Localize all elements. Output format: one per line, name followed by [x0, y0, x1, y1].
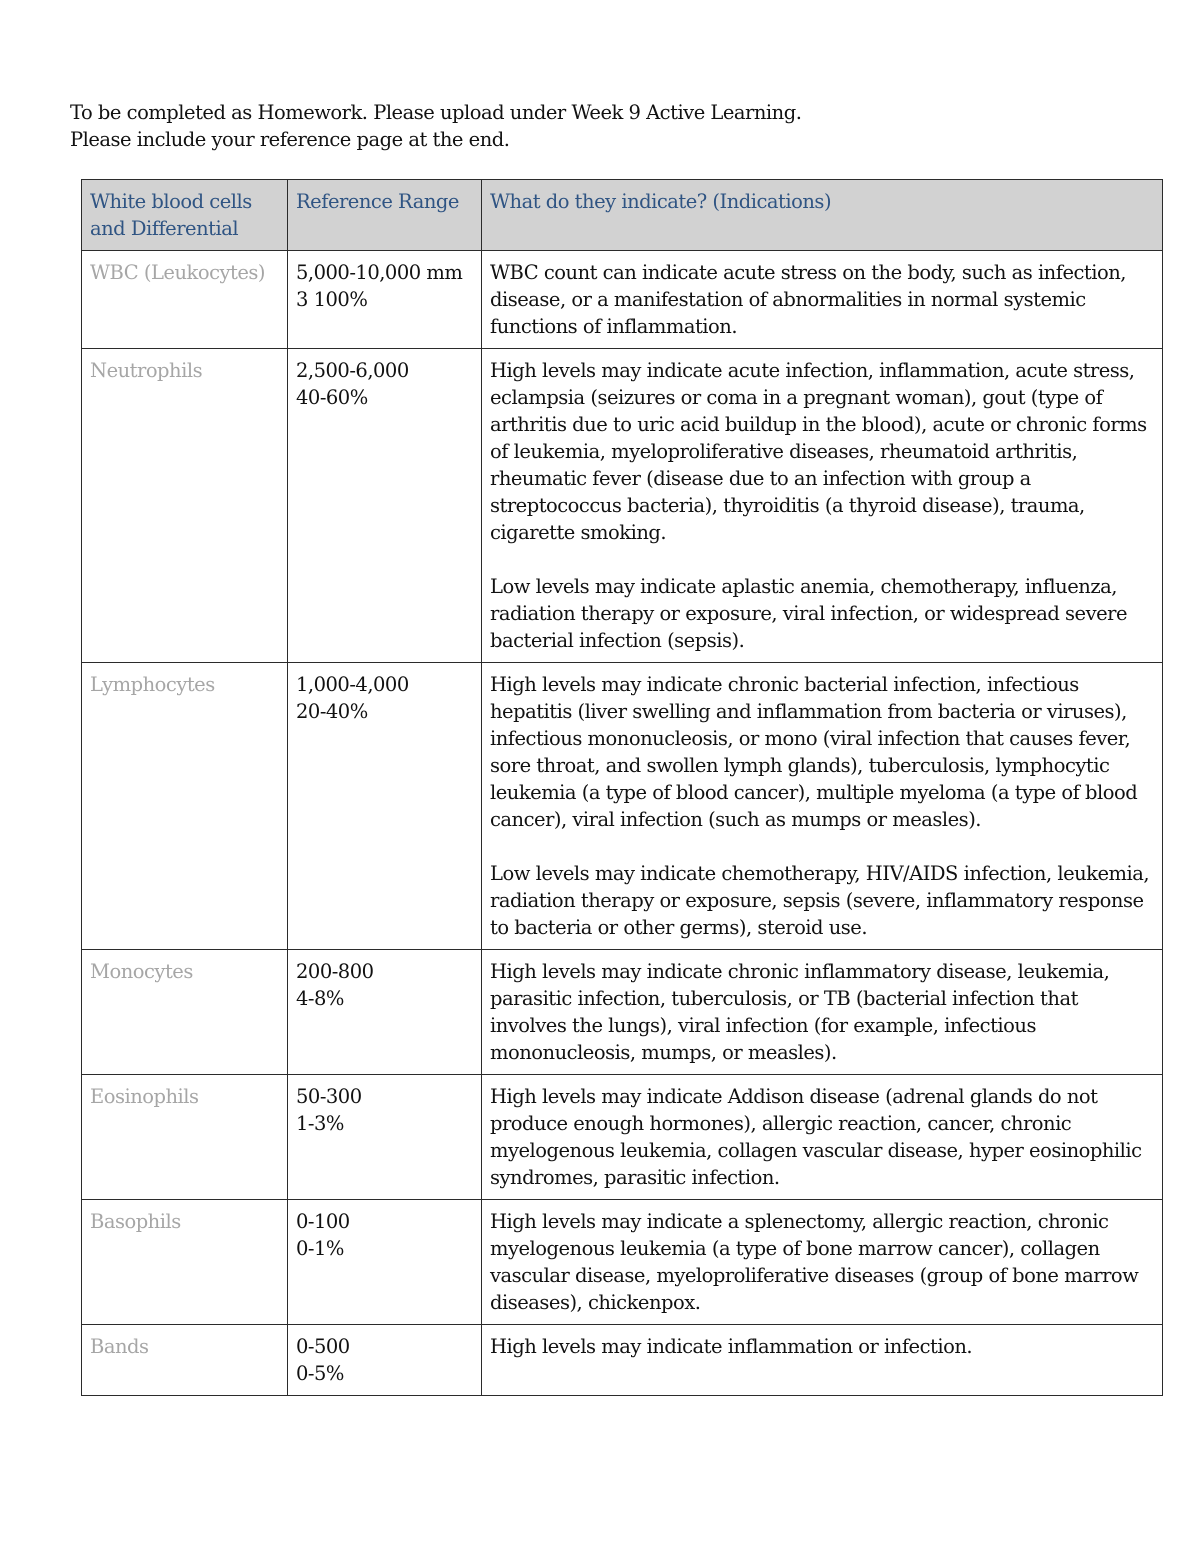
wbc-differential-table: [81, 179, 1163, 1396]
range-count: 200-800: [296, 960, 374, 983]
cell-name: Lymphocytes: [82, 663, 288, 950]
range-percent: 20-40%: [296, 700, 368, 723]
indication-high: WBC count can indicate acute stress on the body, such as infection, disease, or a manifestation of abnormalities in normal systemic functions of inflammation.: [490, 261, 1126, 338]
cell-range: [288, 1075, 482, 1200]
indication-high: High levels may indicate chronic inflammatory disease, leukemia, parasitic infection, tuberculosis, or TB (bacterial infection that involves the lungs), viral infection (for example, infectious mononucleosis, mumps, or measles).: [490, 960, 1110, 1064]
table-header-row: [82, 180, 1163, 251]
table-row-lymphocytes: [82, 663, 1163, 950]
cell-indications: [482, 1325, 1163, 1396]
cell-indications: [482, 1200, 1163, 1325]
cell-name: Monocytes: [82, 950, 288, 1075]
cell-indications: [482, 349, 1163, 663]
indication-high: High levels may indicate chronic bacterial infection, infectious hepatitis (liver swelling and inflammation from bacteria or viruses), infectious mononucleosis, or mono (viral infection that causes fever, sore throat, and swollen lymph glands), tuberculosis, lymphocytic leukemia (a type of blood cancer), multiple myeloma (a type of blood cancer), viral infection (such as mumps or measles).: [490, 673, 1138, 831]
cell-name: Neutrophils: [82, 349, 288, 663]
instruction-line-reference: Please include your reference page at the end.: [70, 128, 510, 151]
cell-range: [288, 1325, 482, 1396]
cell-range: [288, 251, 482, 349]
cell-name: Bands: [82, 1325, 288, 1396]
table-row-bands: [82, 1325, 1163, 1396]
range-count: 0-100: [296, 1210, 350, 1233]
indication-high: High levels may indicate acute infection, inflammation, acute stress, eclampsia (seizures or coma in a pregnant woman), gout (type of arthritis due to uric acid buildup in the blood), acute or chronic forms of leukemia, myeloproliferative diseases, rheumatoid arthritis, rheumatic fever (disease due to an infection with group a streptococcus bacteria), thyroiditis (a thyroid disease), trauma, cigarette smoking.: [490, 359, 1147, 544]
range-percent: 0-5%: [296, 1362, 344, 1385]
cell-indications: [482, 950, 1163, 1075]
range-count: 5,000-10,000 mm: [296, 261, 463, 284]
cell-name: WBC (Leukocytes): [82, 251, 288, 349]
range-count: 2,500-6,000: [296, 359, 409, 382]
cell-name: Basophils: [82, 1200, 288, 1325]
table-row-eosinophils: [82, 1075, 1163, 1200]
indication-high: High levels may indicate a splenectomy, allergic reaction, chronic myelogenous leukemia (a type of bone marrow cancer), collagen vascular disease, myeloproliferative diseases (group of bone marrow diseases), chickenpox.: [490, 1210, 1139, 1314]
header-cell-indications: What do they indicate? (Indications): [482, 180, 1163, 251]
cell-indications: [482, 1075, 1163, 1200]
range-count: 0-500: [296, 1335, 350, 1358]
range-percent: 0-1%: [296, 1237, 344, 1260]
cell-range: [288, 349, 482, 663]
instruction-line-homework: To be completed as Homework. Please upload under Week 9 Active Learning.: [70, 101, 802, 124]
indication-low: Low levels may indicate aplastic anemia, chemotherapy, influenza, radiation therapy or exposure, viral infection, or widespread severe bacterial infection (sepsis).: [490, 575, 1127, 652]
range-count: 1,000-4,000: [296, 673, 409, 696]
table-row-basophils: [82, 1200, 1163, 1325]
range-percent: 3 100%: [296, 288, 368, 311]
range-percent: 4-8%: [296, 987, 344, 1010]
table-row-monocytes: [82, 950, 1163, 1075]
cell-indications: [482, 663, 1163, 950]
range-percent: 1-3%: [296, 1112, 344, 1135]
range-percent: 40-60%: [296, 386, 368, 409]
range-count: 50-300: [296, 1085, 362, 1108]
table-row-neutrophils: [82, 349, 1163, 663]
cell-name: Eosinophils: [82, 1075, 288, 1200]
header-cell-type: White blood cells and Differential: [82, 180, 288, 251]
indication-high: High levels may indicate Addison disease (adrenal glands do not produce enough hormones), allergic reaction, cancer, chronic myelogenous leukemia, collagen vascular disease, hyper eosinophilic syndromes, parasitic infection.: [490, 1085, 1142, 1189]
instructions: [70, 99, 1120, 153]
header-cell-range: Reference Range: [288, 180, 482, 251]
cell-indications: [482, 251, 1163, 349]
cell-range: [288, 1200, 482, 1325]
indication-high: High levels may indicate inflammation or infection.: [490, 1335, 973, 1358]
indication-low: Low levels may indicate chemotherapy, HIV/AIDS infection, leukemia, radiation therapy or exposure, sepsis (severe, inflammatory response to bacteria or other germs), steroid use.: [490, 862, 1150, 939]
cell-range: [288, 950, 482, 1075]
cell-range: [288, 663, 482, 950]
table-row-wbc: [82, 251, 1163, 349]
